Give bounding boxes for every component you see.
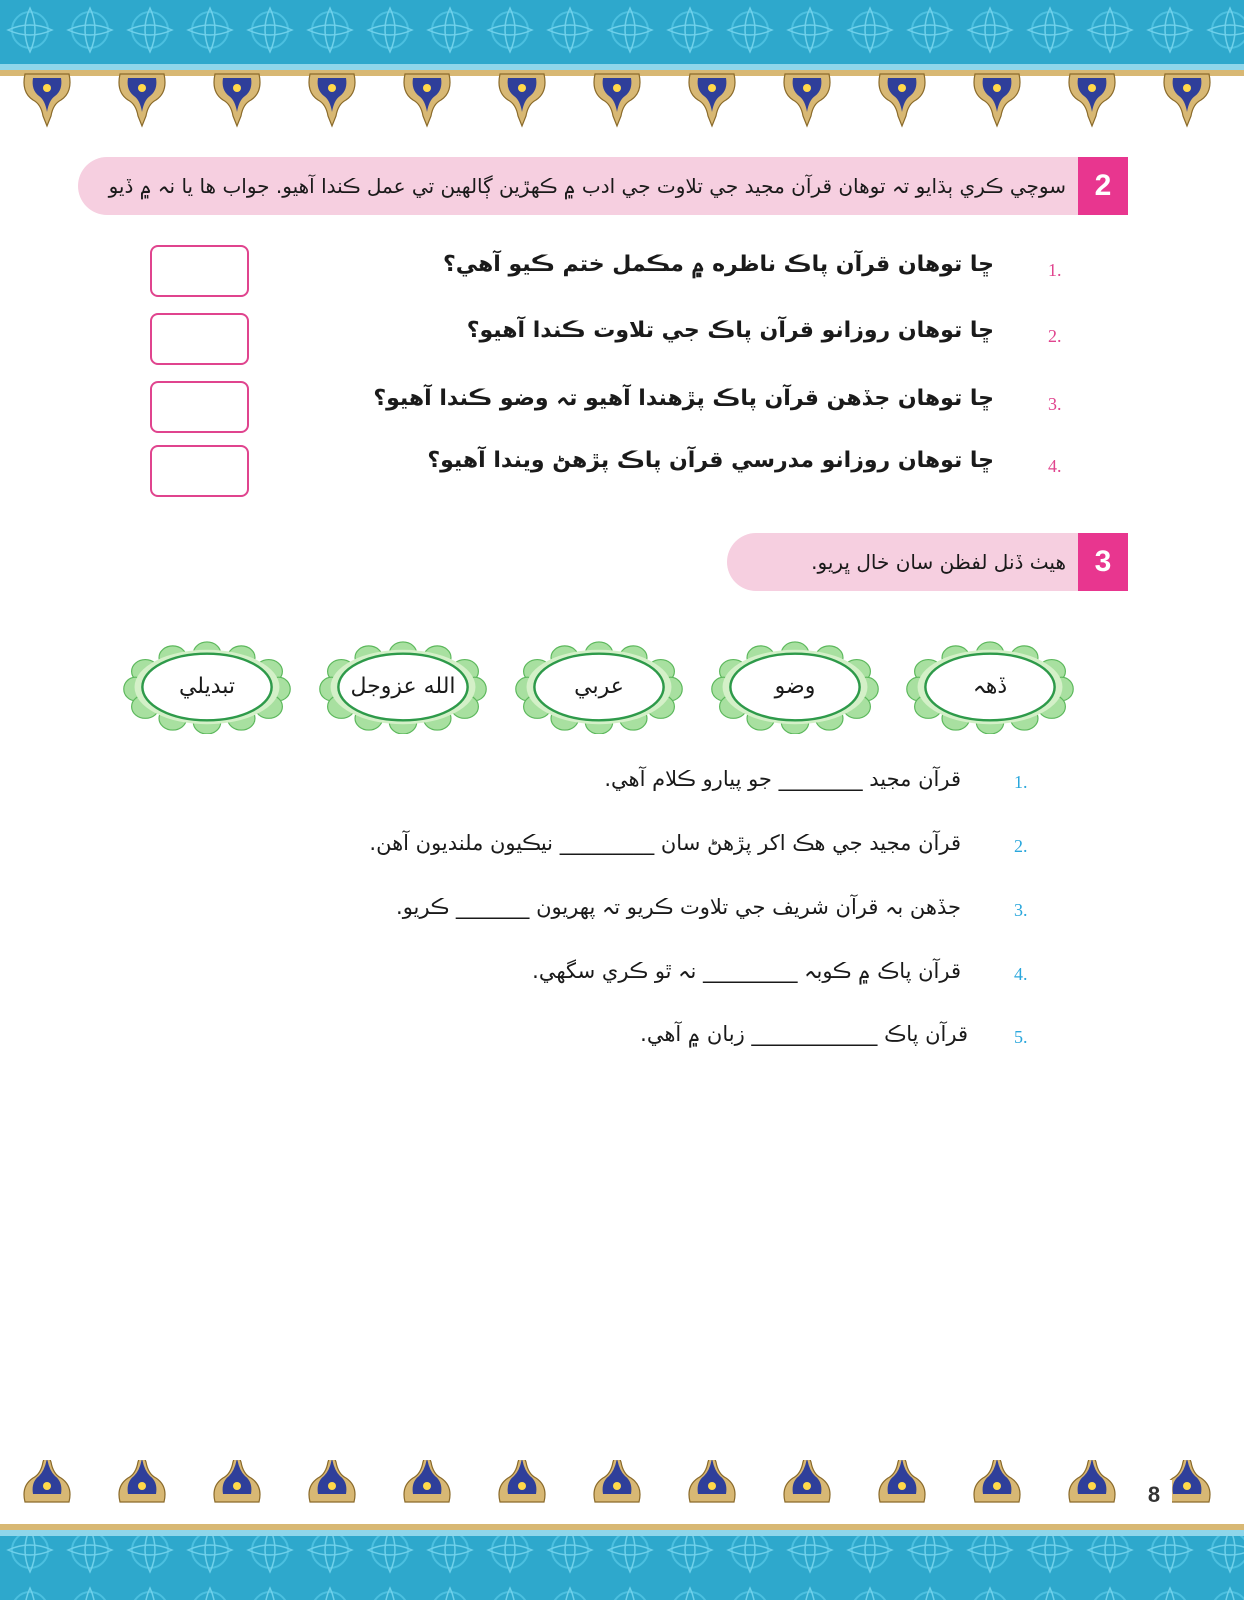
sentence-4-number: 4. — [1014, 964, 1028, 984]
top-decorative-border — [0, 0, 1244, 130]
word-bank-card-3 — [514, 640, 684, 734]
section-3-banner — [727, 533, 1128, 591]
page-number: 8 — [1136, 1480, 1172, 1510]
answer-box-1[interactable] — [150, 245, 249, 297]
word-bank-word: الله عزوجل — [350, 674, 456, 699]
sentence-2-number: 2. — [1014, 836, 1028, 856]
section-2-banner — [78, 157, 1128, 215]
sentence-1-text: قرآن مجيد ________ جو پيارو ڪلام آهي. — [604, 767, 961, 791]
question-3-number: 3. — [1048, 394, 1062, 414]
word-bank-word: وضو — [774, 674, 816, 699]
question-2-text: ڇا توهان روزانو قرآن پاڪ جي تلاوت ڪندا آهيو؟ — [466, 318, 994, 343]
sentence-5-text: قرآن پاڪ ____________ زبان ۾ آهي. — [640, 1022, 968, 1046]
question-4-text: ڇا توهان روزانو مدرسي قرآن پاڪ پڙهڻ ويندا آهيو؟ — [427, 448, 994, 473]
word-bank-card-2 — [710, 640, 880, 734]
section-3-instruction: هيٺ ڏنل لفظن سان خال ڀريو. — [811, 550, 1066, 574]
question-3-text: ڇا توهان جڏهن قرآن پاڪ پڙهندا آهيو تہ وضو ڪندا آهيو؟ — [373, 386, 994, 411]
sentence-3-number: 3. — [1014, 900, 1028, 920]
sentence-2-text: قرآن مجيد جي هڪ اکر پڙهڻ سان _________ نيڪيون ملنديون آهن. — [369, 831, 961, 855]
question-2-number: 2. — [1048, 326, 1062, 346]
answer-box-2[interactable] — [150, 313, 249, 365]
word-bank-word: ڏهہ — [972, 674, 1008, 699]
sentence-5-number: 5. — [1014, 1027, 1028, 1047]
word-bank-card-4 — [318, 640, 488, 734]
answer-box-4[interactable] — [150, 445, 249, 497]
section-3-number: 3 — [1078, 533, 1128, 591]
sentence-1-number: 1. — [1014, 772, 1028, 792]
section-2-number: 2 — [1078, 157, 1128, 215]
sentence-4-text: قرآن پاڪ ۾ ڪوبہ _________ نہ ٿو ڪري سگهي. — [532, 959, 961, 983]
section-2-instruction: سوچي ڪري ٻڌايو تہ توهان قرآن مجيد جي تلاوت جي ادب ۾ ڪهڙين ڳالهين تي عمل ڪندا آهيو. جواب ها يا نہ ۾ ڏيو — [108, 174, 1066, 198]
word-bank-word: تبديلي — [178, 674, 236, 699]
word-bank-card-1 — [905, 640, 1075, 734]
question-1-text: ڇا توهان قرآن پاڪ ناظره ۾ مڪمل ختم ڪيو آهي؟ — [442, 252, 994, 277]
bottom-decorative-border — [0, 1460, 1244, 1600]
question-4-number: 4. — [1048, 456, 1062, 476]
question-1-number: 1. — [1048, 260, 1062, 280]
word-bank-word: عربي — [574, 674, 624, 699]
word-bank-card-5 — [122, 640, 292, 734]
answer-box-3[interactable] — [150, 381, 249, 433]
sentence-3-text: جڏهن بہ قرآن شريف جي تلاوت ڪريو تہ پهريون _______ ڪريو. — [396, 895, 961, 919]
